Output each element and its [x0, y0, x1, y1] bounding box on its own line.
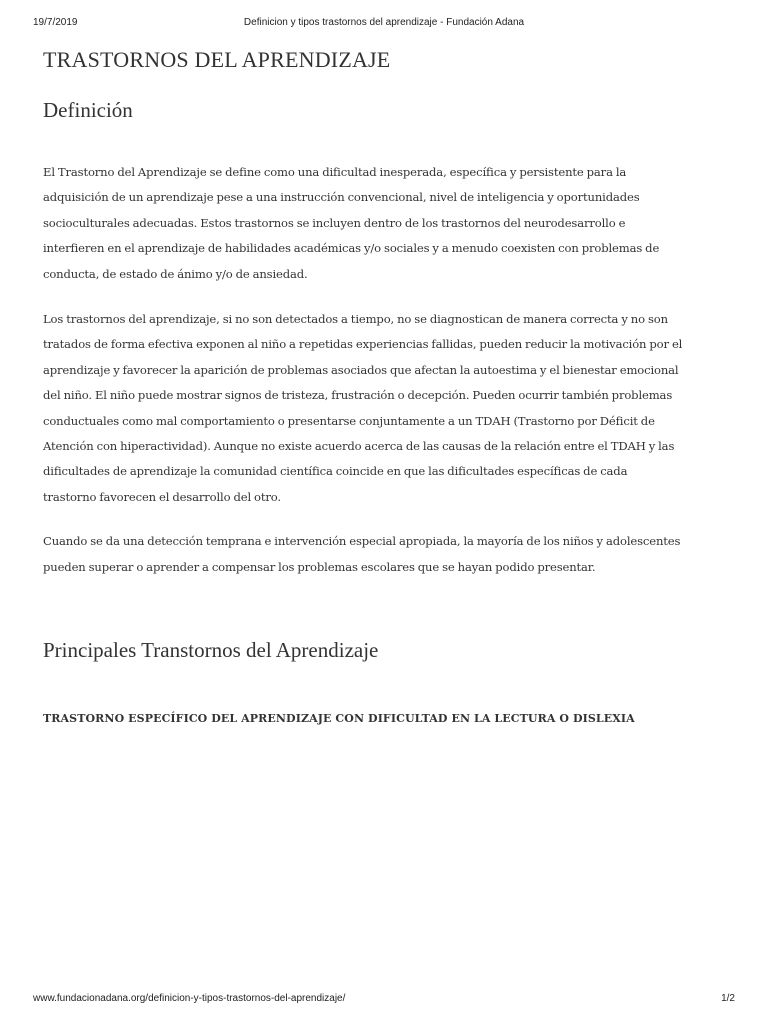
print-url[interactable]: www.fundacionadana.org/definicion-y-tipos-trastornos-del-aprendizaje/: [33, 993, 346, 1004]
print-footer: [0, 993, 768, 1007]
print-header: [0, 17, 768, 31]
principal-disorders-heading: Principales Transtornos del Aprendizaje: [43, 638, 379, 663]
paragraph-early-detection: Cuando se da una detección temprana e intervención especial apropiada, la mayoría de los niños y adolescentes pueden superar o aprender a compensar los problemas escolares que se hayan podido presentar.: [43, 534, 681, 574]
definition-heading: Definición: [43, 98, 133, 122]
print-page-title: Definicion y tipos trastornos del aprendizaje - Fundación Adana: [243, 17, 525, 28]
page-number: 1/2: [721, 993, 735, 1004]
article-content: [43, 45, 683, 727]
dyslexia-subheading: TRASTORNO ESPECÍFICO DEL APRENDIZAJE CON DIFICULTAD EN LA LECTURA O DISLEXIA: [43, 712, 635, 726]
paragraph-definition: El Trastorno del Aprendizaje se define como una dificultad inesperada, específica y persistente para la adquisición de un aprendizaje pese a una instrucción convencional, nivel de inteligencia y oportunidades socioculturales adecuadas. Estos trastornos se incluyen dentro de los trastornos del neurodesarrollo e interfieren en el aprendizaje de habilidades académicas y/o sociales y a menudo coexisten con problemas de conducta, de estado de ánimo y/o de ansiedad.: [43, 165, 660, 281]
paragraph-consequences: Los trastornos del aprendizaje, si no son detectados a tiempo, no se diagnostican de manera correcta y no son tratados de forma efectiva exponen al niño a repetidas experiencias fallidas, pueden reducir la motivación por el aprendizaje y favorecer la aparición de problemas asociados que afectan la autoestima y el bienestar emocional del niño. El niño puede mostrar signos de tristeza, frustración o decepción. Pueden ocurrir también problemas conductuales como mal comportamiento o presentarse conjuntamente a un TDAH (Trastorno por Déficit de Atención con hiperactividad). Aunque no existe acuerdo acerca de las causas de la relación entre el TDAH y las dificultades de aprendizaje la comunidad científica coincide en que las dificultades específicas de cada trastorno favorecen el desarrollo del otro.: [43, 312, 683, 504]
article-title: TRASTORNOS DEL APRENDIZAJE: [43, 47, 391, 72]
print-date: 19/7/2019: [33, 17, 78, 28]
